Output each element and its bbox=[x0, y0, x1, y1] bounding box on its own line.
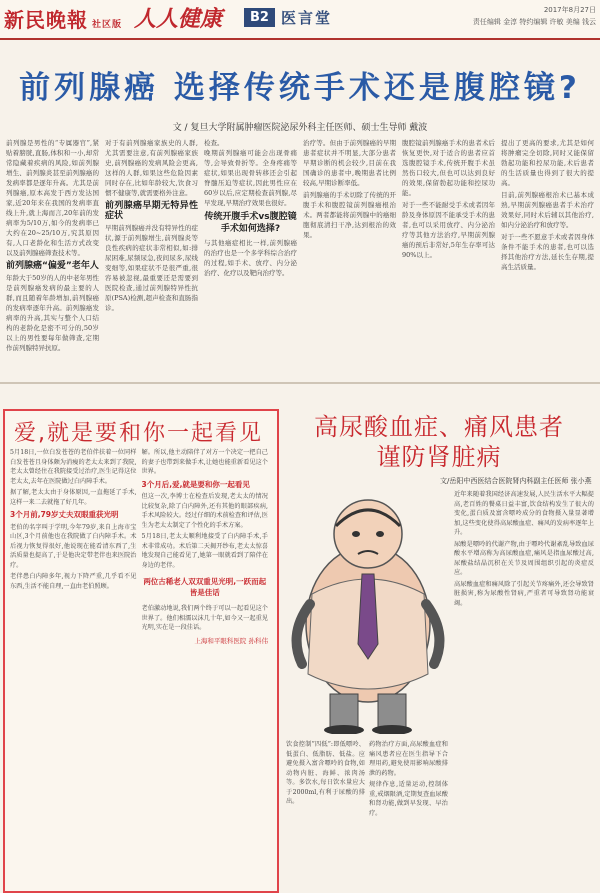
right-article-lower bbox=[286, 740, 448, 888]
section-number: B2 bbox=[244, 8, 275, 27]
section-name: 医言堂 bbox=[280, 8, 332, 27]
date-line: 2017年8月27日 责任编辑 金淳 特约编辑 许敏 美编 钱云 bbox=[472, 6, 596, 26]
article-byline: 文 / 复旦大学附属肿瘤医院泌尿外科主任医师、硕士生导师 戴波 bbox=[172, 123, 428, 133]
article-column-2: 对于有前列腺癌家族史的人群,尤其需要注意,有前列腺癌家族史,前列腺癌的发病风险会更高,这样的人群,如果这些危险因素同时存在,比如年龄较大,饮食习惯不健康等,就需要格外注意。 前列腺癌早期无特异性症状 早期前列腺癌并没有特异性的症状,源于前列腺增生,前列腺炎等良性疾病的症状非常相似,如:排尿困难,尿频尿急,夜间尿多,尿线变细等,如果症状不是很严重,很容易被忽视,最重要还是需要到医院检查,通过前列腺特异性抗原(PSA)检测,超声检查和直肠指诊。 bbox=[105, 139, 198, 312]
subheading: 传统开腹手术vs腹腔镜手术如何选择? bbox=[204, 212, 297, 234]
boxed-subheading-center: 两位古稀老人双双重见光明,一跃而起皆是佳话 bbox=[143, 577, 267, 597]
article-column-4: 治疗等。但由于前列腺癌的早期患者症状并不明显,大部分患者早期诊断的机会较少,目前在我国确诊的患者中,晚期患者比例较高,早期诊断率低。 前列腺癌的手术切除了传统的开腹手术和腹腔镜前列腺癌根治术。两者都能将前列腺中的癌细胞彻底清扫干净,达到根治的效果。 bbox=[303, 139, 396, 239]
health-logo: 人人健康 bbox=[134, 6, 223, 32]
right-lower-column-2: 药物治疗方面,高尿酸血症和痛风患者应在医生指导下合理用药,避免使用影响尿酸排泄的药物。 规律作息,适量运动,控制体重,戒烟限酒,定期复查血尿酸和肾功能,做到早发现、早治疗。 bbox=[369, 741, 448, 817]
article-column-1: 前列腺是男性的“专属器官”,紧贴着膀胱,直肠,体积和一小,却常常隐藏着疾病的风险,如前列腺增生、前列腺炎甚至前列腺癌的发病率都是逐年升高。尤其是前列腺癌,原本高发于西方发达国家,近20年来在我国的发病率直线上升,就上海而言,20年前的发病率为5/10万,如今的发病率已大约在20~25/10万,究其原因有,人口老龄化和生活方式改变以及前列腺癌筛查技术等。 前列腺癌“偏爱”老年人 年龄大于50岁的人的中老年男性是前列腺癌发病的最主要的人群,而且随着年龄增加,前列腺癌的发病率逐年升高。前列腺癌发病率的升高,其实与整个人口结构的老龄化是密不可分的,50岁以上的男性要每年做筛查,定期作前列腺特异抗原。 bbox=[6, 139, 99, 352]
right-article-byline: 文/岳阳中西医结合医院肾内科副主任医师 张小燕 bbox=[440, 477, 592, 485]
section-divider bbox=[0, 382, 600, 384]
right-article-title: 高尿酸血症、痛风患者 谨防肾脏病 bbox=[314, 413, 564, 471]
article-body bbox=[6, 138, 594, 380]
right-lower-column-1: 饮食控制”四低”:即低嘌呤、低蛋白、低脂肪、低盐。应避免摄入富含嘌呤的食物,如动物内脏、海鲜、浓肉汤等。多饮水,每日饮水量应大于2000ml,有利于尿酸的排出。 bbox=[286, 741, 365, 805]
boxed-subheading: 3个月前,79岁丈夫双眼重获光明 bbox=[10, 510, 119, 519]
boxed-article-body bbox=[10, 448, 268, 884]
article-column-6: 提出了更高的要求,尤其是如何将肿瘤完全切除,同时又能保留勃起功能和控尿功能,术后患者的生活质量也得到了很大的提高。 目前,前列腺癌根治术已基本成熟,早期前列腺癌患者手术治疗效果好,同时术后辅以其他治疗,如内分泌治疗和放疗等。 对于一些不愿意手术或者因身体条件不能手术的患者,也可以选择其他治疗方法,延长生存期,提高生活质量。 bbox=[501, 139, 594, 271]
newspaper-logo: 新民晚報 社区版 bbox=[4, 8, 123, 32]
gout-patient-illustration bbox=[282, 474, 454, 734]
page-headline: 前列腺癌 选择传统手术还是腹腔镜? bbox=[19, 70, 581, 106]
article-column-5: 腹腔镜前列腺癌手术的患者术后恢复更快,对于适合的患者应首选腹腔镜手术,传统开腹手术虽然伤口较大,但也可以达到良好的效果,保留勃起功能和控尿功能。 对于一些不能耐受手术或者因年龄及身体原因不能承受手术的患者,也可以采用放疗、内分泌治疗等其他方法治疗,早期前列腺癌的预后非常好,5年生存率可达90%以上。 bbox=[402, 139, 495, 259]
article-column-3: 检查。 晚期前列腺癌可能会出现骨痛等,会导致骨折等。全身疼痛等症状,如果出现骨转移还会引起脊髓压迫等症状,因此男性应在60岁以后,应定期检查前列腺,尽早发现,早期治疗效果也很好。 传统开腹手术vs腹腔镜手术如何选择? 与其他癌症相比一样,前列腺癌的治疗也是一个多学科综合治疗的过程,如手术、放疗、内分泌治疗、化疗以及靶向治疗等。 bbox=[204, 139, 297, 277]
boxed-signature: 上海和平眼科医院 孙科伟 bbox=[194, 636, 268, 645]
boxed-article-title: 爱,就是要和你一起看见 bbox=[14, 421, 263, 446]
boxed-subheading: 3个月后,爱,就是要和你一起看见 bbox=[141, 479, 250, 489]
section-header bbox=[244, 6, 354, 28]
boxed-column-2: 解。所以,他主动陪伴了对方一个决定一把自己的妻子也带到来做手术,让她也能重新看见这个世界。 3个月后,爱,就是要和你一起看见 但这一次,李博士在检查后发现,老太太的情况比较复杂,除了白内障外,还有其他的眼部疾病,手术风险较大。经过仔细的术前检查和评估,医生为老太太制定了个性化的手术方案。 5月18日,老太太顺利地接受了白内障手术,手术非常成功。术后第二天揭开纱布,老太太惊喜地发现自己能看见了,她第一眼就看到了陪伴在身边的老伴。 两位古稀老人双双重见光明,一跃而起皆是佳话 老伯激动地说,我们两个终于可以一起看见这个世界了。他们相濡以沫几十年,如今又一起重见光明,实在是一段佳话。 上海和平眼科医院 孙科伟 bbox=[141, 449, 268, 645]
subheading: 前列腺癌“偏爱”老年人 bbox=[6, 261, 99, 271]
boxed-column-1: 5月18日,一位白发苍苍的老伯伴扶着一位同样白发苍苍且身体颇为消瘦的老太太来到了我院,老太太曾经住在我院接受过治疗,医生记得这位老太太,去年在医院做过白内障手术。 据了解,老太太由于身体原因,一直拖延了手术,这样一来二去就拖了好几年。 3个月前,79岁丈夫双眼重获光明 老伯的名字叫于学明,今年79岁,来自上海市宝山区,3个月前他也在我院做了白内障手术。术后视力恢复得很好,他说现在能看清东西了,生活质量也提高了,于是他决定带老伴也来医院治疗。 老伴患白内障多年,视力下降严重,几乎看不见东西,生活不能自理,一直由老伯照顾。 bbox=[10, 449, 137, 590]
right-article-body: 近年来随着我国经济高速发展,人民生活水平大幅提高,老百姓的餐桌日益丰富,饮食结构发生了很大的变化,蛋白质及富含嘌呤成分的食物摄入量显著增加,这些变化使得高尿酸血症、痛风的发病率逐年上升。 尿酸是嘌呤的代谢产物,由于嘌呤代谢紊乱导致血尿酸水平增高称为高尿酸血症,痛风是指血尿酸过高,尿酸盐结晶沉积在关节及周围组织引起的炎症反应。 高尿酸血症和痛风除了引起关节疼痛外,还会导致肾脏损害,称为尿酸性肾病,严重者可导致肾功能衰竭。 bbox=[454, 491, 594, 607]
subheading: 前列腺癌早期无特异性症状 bbox=[105, 201, 198, 221]
